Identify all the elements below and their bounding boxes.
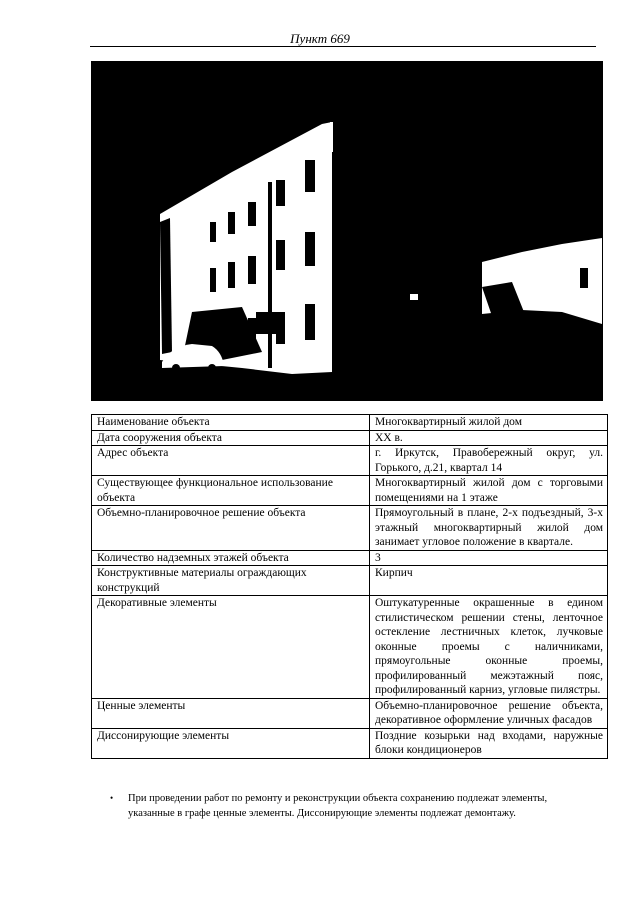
table-row bbox=[92, 728, 608, 758]
header-divider bbox=[90, 46, 596, 47]
row-label: Диссонирующие элементы bbox=[92, 728, 370, 758]
row-label: Декоративные элементы bbox=[92, 596, 370, 699]
row-value: Многоквартирный жилой дом с торговыми помещениями на 1 этаже bbox=[370, 476, 608, 506]
table-row bbox=[92, 550, 608, 566]
row-label: Объемно-планировочное решение объекта bbox=[92, 506, 370, 551]
row-value: г. Иркутск, Правобережный округ, ул. Горького, д.21, квартал 14 bbox=[370, 446, 608, 476]
row-value: XX в. bbox=[370, 430, 608, 446]
table-row bbox=[92, 698, 608, 728]
row-label: Ценные элементы bbox=[92, 698, 370, 728]
row-value: Кирпич bbox=[370, 566, 608, 596]
table-row bbox=[92, 446, 608, 476]
table-row bbox=[92, 476, 608, 506]
object-properties-table bbox=[91, 414, 608, 759]
table-row bbox=[92, 596, 608, 699]
row-label: Существующее функциональное использование объекта bbox=[92, 476, 370, 506]
row-label: Адрес объекта bbox=[92, 446, 370, 476]
table-row bbox=[92, 415, 608, 431]
row-label: Конструктивные материалы ограждающих конструкций bbox=[92, 566, 370, 596]
bullet-icon: • bbox=[110, 793, 114, 803]
footnote bbox=[110, 791, 568, 821]
row-value: Оштукатуренные окрашенные в едином стилистическом решении стены, ленточное остекление лестничных клеток, лучковые оконные проемы с наличниками, прямоугольные оконные проемы, профилированный межэтажный пояс, профилированный карниз, угловые пилястры. bbox=[370, 596, 608, 699]
row-value: Прямоугольный в плане, 2-х подъездный, 3-х этажный многоквартирный жилой дом занимает угловое положение в квартале. bbox=[370, 506, 608, 551]
row-value: Поздние козырьки над входами, наружные блоки кондиционеров bbox=[370, 728, 608, 758]
row-label: Дата сооружения объекта bbox=[92, 430, 370, 446]
row-value: Объемно-планировочное решение объекта, декоративное оформление уличных фасадов bbox=[370, 698, 608, 728]
row-label: Количество надземных этажей объекта bbox=[92, 550, 370, 566]
table-row bbox=[92, 430, 608, 446]
building-photo bbox=[91, 61, 603, 401]
row-value: 3 bbox=[370, 550, 608, 566]
table-row bbox=[92, 506, 608, 551]
row-label: Наименование объекта bbox=[92, 415, 370, 431]
footnote-text: При проведении работ по ремонту и реконструкции объекта сохранению подлежат элементы, указанные в графе ценные элементы. Диссонирующие элементы подлежат демонтажу. bbox=[128, 793, 548, 819]
row-value: Многоквартирный жилой дом bbox=[370, 415, 608, 431]
page-title: Пункт 669 bbox=[290, 31, 350, 46]
table-row bbox=[92, 566, 608, 596]
